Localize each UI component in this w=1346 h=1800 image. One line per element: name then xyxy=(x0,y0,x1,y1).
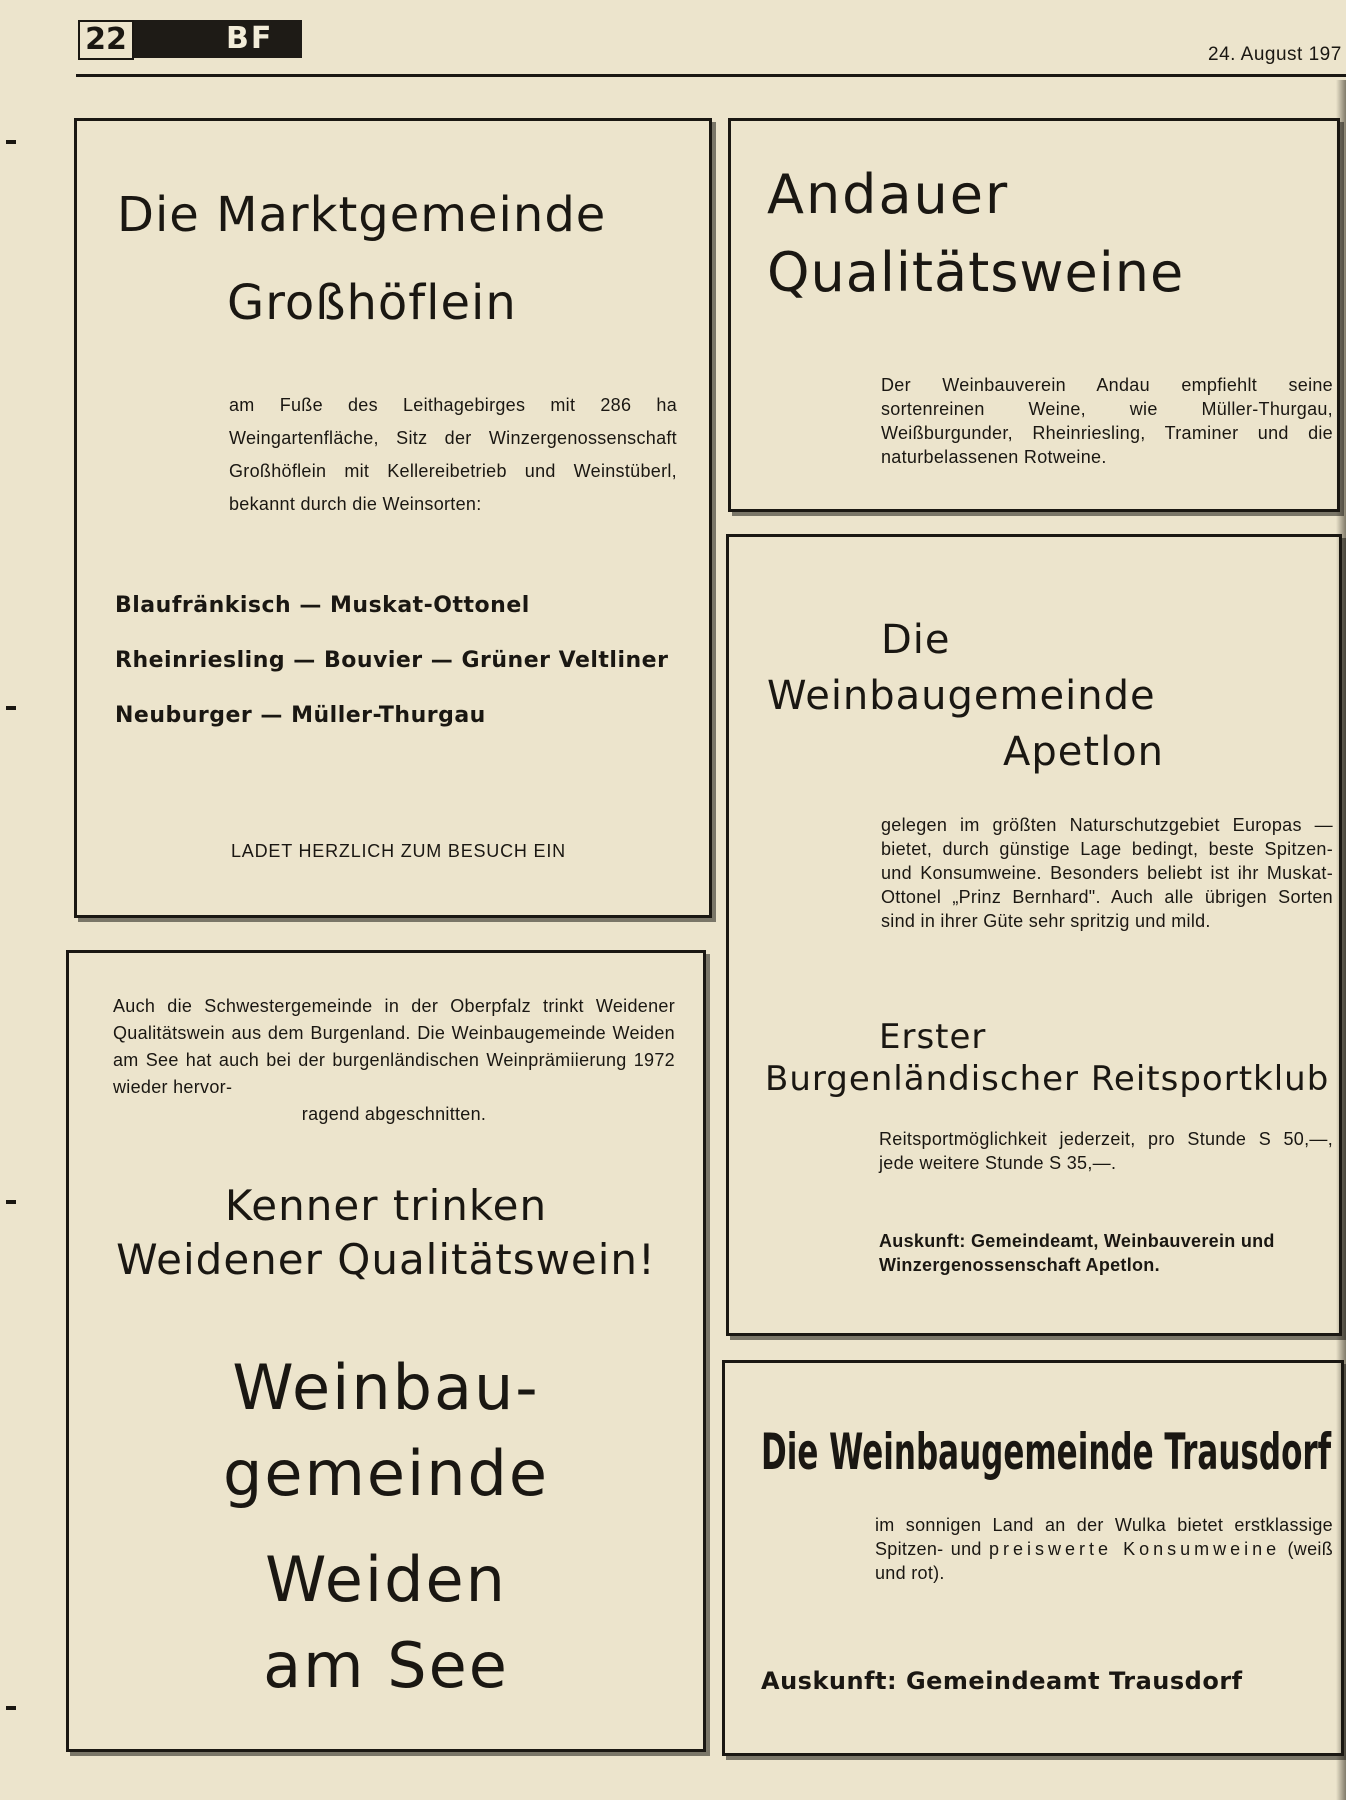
ad-title: Die xyxy=(881,617,951,663)
ad-grosshoeflein xyxy=(74,118,712,918)
ad-contact: Auskunft: Gemeindeamt, Weinbauverein und Winzergenossenschaft Apetlon. xyxy=(879,1231,1275,1275)
margin-mark xyxy=(6,140,16,144)
wine-varieties-line: Rheinriesling — Bouvier — Grüner Veltliner xyxy=(115,648,669,673)
body-text-part: im sonnigen Land an der Wulka bietet erstklassige Spitzen- und xyxy=(875,1515,1333,1559)
header-rule xyxy=(76,74,1346,77)
ad-title: Großhöflein xyxy=(227,275,517,331)
club-title: Burgenländischer Reitsportklub xyxy=(765,1059,1330,1099)
ad-title: gemeinde xyxy=(222,1437,550,1510)
ad-title: Die Marktgemeinde xyxy=(117,187,607,243)
ad-body-text: ragend abgeschnitten. xyxy=(301,1104,487,1124)
ad-title: am See xyxy=(263,1629,509,1702)
body-text-part: (weiß und rot). xyxy=(875,1539,1333,1583)
page-number: 22 xyxy=(78,20,134,60)
ad-title: Weinbau- xyxy=(232,1351,540,1424)
ad-andau xyxy=(728,118,1340,512)
ad-title: Apetlon xyxy=(1003,729,1164,775)
issue-date: 24. August 197 xyxy=(1208,44,1342,65)
spaced-emphasis: preiswerte Konsumweine xyxy=(989,1539,1281,1559)
ad-trausdorf xyxy=(722,1360,1344,1756)
club-body-text: Reitsportmöglichkeit jederzeit, pro Stunde S 50,—, jede weitere Stunde S 35,—. xyxy=(879,1129,1333,1173)
ad-title: Andauer xyxy=(767,163,1010,226)
ad-body-text xyxy=(875,1513,1333,1585)
ad-invitation: LADET HERZLICH ZUM BESUCH EIN xyxy=(231,841,566,861)
ad-body-text: Auch die Schwestergemeinde in der Oberpfalz trinkt Weidener Qualitätswein aus dem Burgenland. Die Weinbaugemeinde Weiden am See hat auch bei der burgenländischen Weinprämiierung 1972 wieder hervor- xyxy=(113,996,675,1097)
club-title: Erster xyxy=(879,1017,987,1057)
margin-mark xyxy=(6,1706,16,1710)
wine-varieties-line: Neuburger — Müller-Thurgau xyxy=(115,703,486,728)
margin-mark xyxy=(6,1200,16,1204)
ad-title: Weiden xyxy=(265,1543,507,1616)
ad-slogan: Weidener Qualitätswein! xyxy=(116,1235,656,1284)
ad-contact: Auskunft: Gemeindeamt Trausdorf xyxy=(761,1667,1243,1695)
ad-slogan: Kenner trinken xyxy=(224,1181,548,1230)
ad-body-text: gelegen im größten Naturschutzgebiet Europas — bietet, durch günstige Lage bedingt, beste Spitzen- und Konsumweine. Besonders beliebt ist ihr Muskat-Ottonel „Prinz Bernhard". Auch alle übrigen Sorten sind in ihrer Güte sehr spritzig und mild. xyxy=(881,815,1333,931)
ad-body-text: Der Weinbauverein Andau empfiehlt seine sortenreinen Weine, wie Müller-Thurgau, Weißburgunder, Rheinriesling, Traminer und die naturbelassenen Rotweine. xyxy=(881,375,1333,467)
wine-varieties-line: Blaufränkisch — Muskat-Ottonel xyxy=(115,593,530,618)
ad-weiden xyxy=(66,950,706,1752)
ad-title: Die Weinbaugemeinde Trausdorf xyxy=(761,1423,1332,1481)
ad-apetlon xyxy=(726,534,1342,1336)
ad-body-text: am Fuße des Leithagebirges mit 286 ha Weingartenfläche, Sitz der Winzergenossenschaft Großhöflein mit Kellereibetrieb und Weinstüberl, bekannt durch die Weinsorten: xyxy=(229,395,677,514)
section-label: BF xyxy=(226,21,274,56)
ad-title: Weinbaugemeinde xyxy=(767,673,1156,719)
ad-title: Qualitätsweine xyxy=(767,241,1185,304)
header-bar xyxy=(130,20,302,58)
margin-mark xyxy=(6,706,16,710)
